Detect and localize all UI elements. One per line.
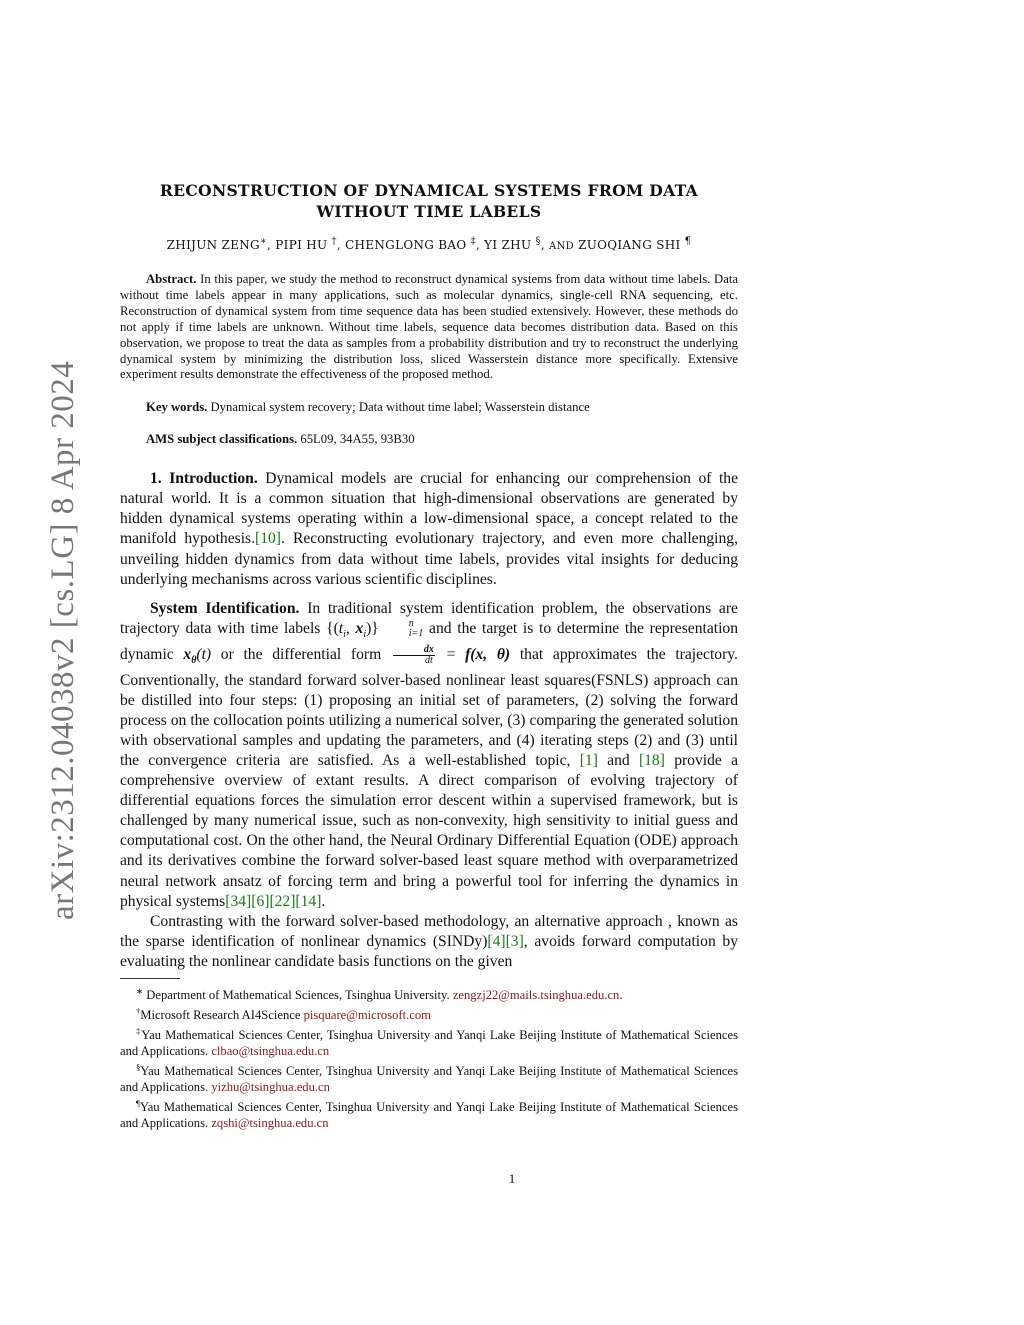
citation-link[interactable]: [14] [295,892,322,910]
keywords-heading: Key words. [146,400,208,415]
footnote-text: Yau Mathematical Sciences Center, Tsinghua University and Yanqi Lake Beijing Institute of Mathematical Sciences and Applications. [120,1028,738,1059]
paper-page [120,180,738,1132]
paragraph-heading: System Identification. [150,599,300,617]
intro-text-b: . Reconstructing evolutionary trajectory, and even more challenging, unveiling hidden dynamics from data without time labels, provides vital insights for deducing underlying mechanisms across various scientific disciplines. [120,530,738,588]
math-dataset [326,618,424,640]
author-name: PIPI HU [275,238,328,252]
math-token: {( [326,619,339,637]
math-token: (x, θ) [470,645,511,663]
title-line-1: RECONSTRUCTION OF DYNAMICAL SYSTEMS FROM DATA [159,181,699,200]
paper-title [120,180,738,222]
email-link[interactable]: zqshi@tsinghua.edu.cn [211,1116,329,1131]
contrast-text-a: Contrasting with the forward solver-based methodology, an alternative approach , known as the sparse identification of nonlinear dynamics (SINDy) [120,912,738,950]
keywords-text: Dynamical system recovery; Data without time label; Wasserstein distance [210,400,590,415]
sysid-end: . [321,892,326,910]
footnote [120,1060,738,1096]
author-mark: § [535,236,541,247]
footnote-text: Yau Mathematical Sciences Center, Tsinghua University and Yanqi Lake Beijing Institute of Mathematical Sciences and Applications. [120,1064,738,1095]
email-link[interactable]: pisquare@microsoft.com [303,1008,431,1023]
math-token: (t) [196,645,212,663]
author-name: ZHIJUN ZENG [166,238,260,252]
abstract-section [120,272,738,447]
abstract-heading: Abstract. [146,272,197,286]
author-mark: ∗ [259,236,268,247]
footnote [120,1024,738,1060]
footnote-mark: § [136,1061,141,1072]
author-name: CHENGLONG BAO [345,238,467,252]
footnote-mark: ‡ [136,1025,142,1036]
math-token: t [338,619,344,637]
citation-link[interactable]: [6] [251,892,270,910]
footnote: ∗ Department of Mathematical Sciences, Tsinghua University. zengzj22@mails.tsinghua.edu.cn. [136,985,623,1002]
email-link[interactable]: clbao@tsinghua.edu.cn [211,1044,330,1059]
contrast-text-b: , avoids forward computation by evaluating the nonlinear candidate basis functions on the given [120,932,739,970]
footnote-text: Microsoft Research AI4Science [140,1008,301,1023]
sysid-text-c: or the differential form [220,645,382,663]
footnote-mark: ∗ [136,985,144,996]
math-token: = [446,645,456,663]
author-mark: ¶ [684,236,692,247]
sysid-text-b: and the target is to determine the representation dynamic [120,619,739,663]
footnote-divider [120,978,180,979]
math-token: i [343,628,346,640]
citation-link[interactable]: [3] [505,932,524,950]
section-heading: 1. Introduction. [150,470,258,488]
footnote-text: Department of Mathematical Sciences, Tsinghua University. [146,987,450,1002]
math-token: , [345,619,350,637]
footnote-text: Yau Mathematical Sciences Center, Tsinghua University and Yanqi Lake Beijing Institute of Mathematical Sciences and Applications. [120,1100,738,1131]
citation-link[interactable]: [18] [638,752,665,770]
math-token: i [363,628,367,640]
citation-link[interactable]: [34] [225,892,252,910]
math-token: n [408,618,414,630]
math-token: dx [393,645,435,656]
citation-link[interactable]: [4] [487,932,506,950]
abstract-text: In this paper, we study the method to reconstruct dynamical systems from data without time labels. Data without time labels appear in many applications, such as molecular dynamics, single-cell RNA sequencing, etc. Reconstruction of dynamical system from time sequence data has been studied extensively. However, these methods do not apply if time labels are unknown. Without time labels, sequence data becomes distribution data. Based on this observation, we propose to treat the data as samples from a probability distribution and try to reconstruct the underlying dynamical system by minimizing the distribution loss, sliced Wasserstein distance more specifically. Extensive experiment results demonstrate the effectiveness of the proposed method. [120,272,738,382]
arxiv-side-stamp: arXiv:2312.04038v2 [cs.LG] 8 Apr 2024 [45,360,81,920]
sysid-text-d: that approximates the trajectory. Conventionally, the standard forward solver-based nonlinear least squares(FSNLS) approach can be distilled into four steps: (1) proposing an initial set of parameters, (2) solving the forward process on the collocation points utilizing a numerical solver, (3) comparing the generated solution with observational samples and updating the parameters, and (4) iterating steps (2) and (3) until the convergence criteria are satisfied. As a well-established topic, [120,645,738,770]
footnote-mark: ¶ [136,1097,140,1108]
math-token: f [465,645,471,663]
keywords-line [120,400,738,415]
footnote-mark: † [136,1005,141,1016]
intro-paragraph [120,469,738,589]
math-limits [379,619,424,639]
author-name: YI ZHU [484,238,532,252]
math-token: )} [366,619,379,637]
author-mark: † [331,236,337,247]
sysid-text-e: provide a comprehensive overview of extant results. A direct comparison of evolving trajectory of differential equations forces the simulation error descent within a supervised framework, but is challenged by many numerical issue, such as non-convexity, high sensitivity to initial guess and computational cost. On the other hand, the Neural Ordinary Differential Equation (ODE) approach and its derivatives combine the forward solver-based least square method with overparametrized neural network ansatz of forcing term and bring a powerful tool for inferring the dynamics in physical systems [120,752,738,910]
title-line-2: WITHOUT TIME LABELS [316,202,542,221]
math-token: dt [425,654,433,666]
contrast-paragraph [120,912,738,972]
math-token: x [183,645,192,663]
math-x-theta [183,645,212,667]
sysid-and: and [607,752,630,770]
ams-text: 65L09, 34A55, 93B30 [300,432,415,447]
author-mark: ‡ [470,236,476,247]
sysid-paragraph [120,599,738,912]
email-link[interactable]: yizhu@tsinghua.edu.cn [211,1080,330,1095]
intro-text-a: Dynamical models are crucial for enhancing our comprehension of the natural world. It is a common situation that high-dimensional observations are generated by hidden dynamical systems operating within a low-dimensional space, a concept related to the manifold hypothesis. [120,470,738,548]
abstract-paragraph [120,272,738,383]
math-fraction [393,645,435,666]
author-and: AND [549,241,574,252]
footnote [120,1004,738,1024]
sysid-text-a: In traditional system identification problem, the observations are trajectory data with time labels [120,599,738,637]
citation-link[interactable]: [22] [269,892,296,910]
page-number: 1 [508,1171,516,1186]
footnote [120,1096,738,1132]
citation-link[interactable]: [1] [579,752,598,770]
citation-link[interactable]: [10] [255,530,281,548]
math-token: i=1 [408,628,424,640]
author-list: ZHIJUN ZENG∗, PIPI HU †, CHENGLONG BAO ‡, YI ZHU §, AND ZUOQIANG SHI ¶ [166,236,692,252]
math-token: θ [191,655,197,667]
math-token: x [355,619,364,637]
ams-line [120,432,738,447]
footnotes [120,984,738,1132]
author-name: ZUOQIANG SHI [578,238,681,252]
ams-heading: AMS subject classifications. [146,432,298,447]
email-link[interactable]: zengzj22@mails.tsinghua.edu.cn [452,987,620,1002]
